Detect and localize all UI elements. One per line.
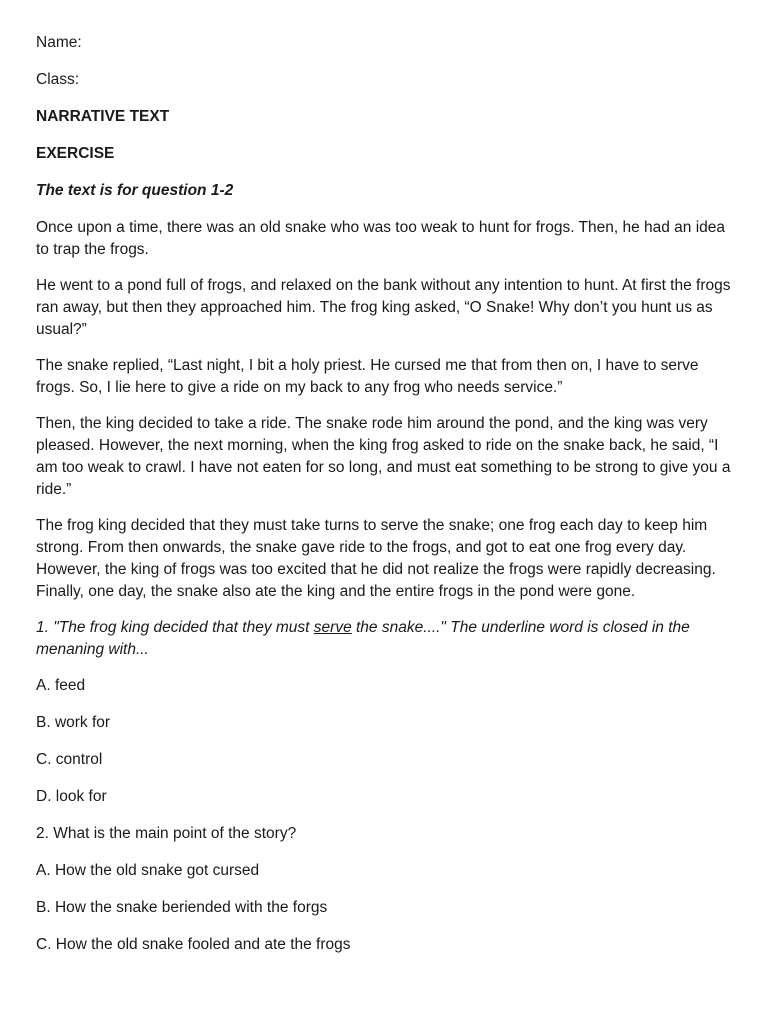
question-2 <box>36 823 734 956</box>
question-1-option-a: A. feed <box>36 677 86 694</box>
question-1-option-c: C. control <box>36 751 103 768</box>
story-paragraph: The frog king decided that they must take turns to serve the snake; one frog each day to keep him strong. From then onwards, the snake gave ride to the frogs, and got to eat one frog every day. However, the king of frogs was too excited that he did not realize the frogs were rapidly decreasing. Finally, one day, the snake also ate the king and the entire frogs in the pond were gone. <box>36 517 716 600</box>
name-label: Name: <box>36 34 82 51</box>
instruction-text: The text is for question 1-2 <box>36 182 234 199</box>
story-text <box>36 217 734 603</box>
story-paragraph: The snake replied, “Last night, I bit a holy priest. He cursed me that from then on, I have to serve frogs. So, I lie here to give a ride on my back to any frog who needs service.” <box>36 357 699 396</box>
underlined-word: serve <box>313 619 352 636</box>
document-title: NARRATIVE TEXT <box>36 108 170 125</box>
section-heading: EXERCISE <box>36 145 115 162</box>
question-1-suffix: the snake...." The underline word is closed in the menaning with... <box>36 619 690 658</box>
question-2-option-b: B. How the snake beriended with the forgs <box>36 899 328 916</box>
question-1 <box>36 617 734 808</box>
question-1-option-b: B. work for <box>36 714 111 731</box>
question-1-option-d: D. look for <box>36 788 107 805</box>
question-1-prefix: 1. "The frog king decided that they must <box>36 619 314 636</box>
story-paragraph: Then, the king decided to take a ride. The snake rode him around the pond, and the king was very pleased. However, the next morning, when the king frog asked to ride on the snake back, he said, “I am too weak to crawl. I have not eaten for so long, and must eat something to be strong to give you a ride.” <box>36 415 731 498</box>
story-paragraph: Once upon a time, there was an old snake who was too weak to hunt for frogs. Then, he had an idea to trap the frogs. <box>36 219 726 258</box>
question-2-option-c: C. How the old snake fooled and ate the frogs <box>36 936 351 953</box>
question-2-option-a: A. How the old snake got cursed <box>36 862 260 879</box>
story-paragraph: He went to a pond full of frogs, and relaxed on the bank without any intention to hunt. At first the frogs ran away, but then they approached him. The frog king asked, “O Snake! Why don’t you hunt us as usual?” <box>36 277 731 338</box>
question-1-text <box>36 617 734 661</box>
question-2-text: 2. What is the main point of the story? <box>36 825 297 842</box>
class-label: Class: <box>36 71 80 88</box>
